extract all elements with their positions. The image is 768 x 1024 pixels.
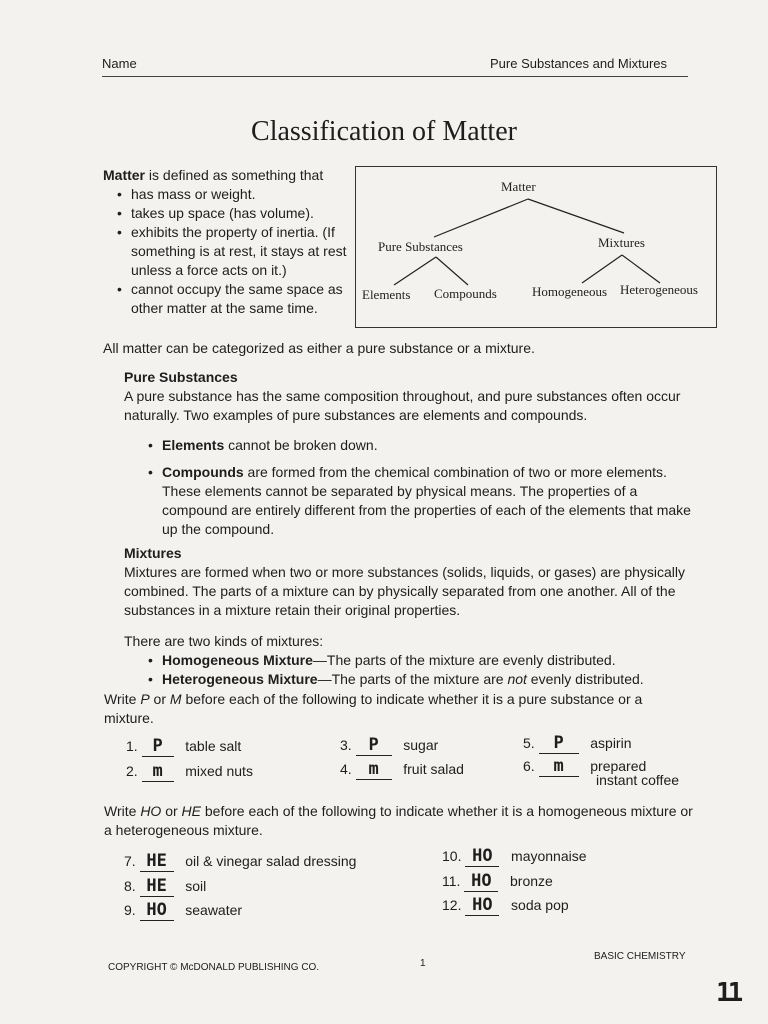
tree-mixtures: Mixtures [598, 235, 645, 250]
answer-field[interactable]: m [142, 761, 174, 782]
intro-summary: All matter can be categorized as either a pure substance or a mixture. [103, 340, 535, 356]
answer-field[interactable]: m [539, 756, 579, 777]
classification-diagram [355, 166, 717, 328]
intro-block [103, 166, 353, 318]
answer-field[interactable]: HO [140, 900, 174, 921]
tree-compounds: Compounds [434, 286, 497, 301]
name-line [102, 76, 688, 77]
copyright: COPYRIGHT © McDONALD PUBLISHING CO. [108, 962, 320, 973]
book-title: BASIC CHEMISTRY [594, 951, 686, 962]
answer-field[interactable]: P [539, 733, 579, 754]
exercise-item: 6. m prepared [523, 756, 647, 776]
exercise-item: 7. HE oil & vinegar salad dressing [124, 851, 357, 871]
tree-root: Matter [501, 179, 536, 194]
tree-elements: Elements [362, 287, 411, 302]
list-item: • has mass or weight. [115, 185, 353, 204]
tree-pure-substances: Pure Substances [378, 239, 463, 254]
exercise-item: 8. HE soil [124, 876, 207, 896]
exercise-item: 11. HO bronze [442, 871, 553, 891]
matter-definition: Matter is defined as something that [103, 167, 324, 183]
answer-field[interactable]: m [356, 759, 392, 780]
list-item: • Heterogeneous Mixture—The parts of the mixture are not evenly distributed. [146, 670, 694, 689]
page-title: Classification of Matter [251, 116, 517, 147]
list-item: • Homogeneous Mixture—The parts of the mixture are evenly distributed. [146, 651, 694, 670]
header-topic: Pure Substances and Mixtures [490, 56, 668, 71]
list-item: • Elements cannot be broken down. [146, 436, 704, 455]
answer-field[interactable]: HE [140, 876, 174, 897]
pure-section [124, 368, 704, 539]
exercise-item: 3. P sugar [340, 735, 439, 755]
exercise-1-instructions: Write P or M before each of the following to indicate whether it is a pure substance or a mixture. [104, 691, 643, 726]
pure-heading: Pure Substances [124, 369, 238, 385]
mixtures-kinds-intro: There are two kinds of mixtures: [124, 633, 324, 649]
exercise-item: 10. HO mayonnaise [442, 846, 587, 866]
list-item: • exhibits the property of inertia. (If something is at rest, it stays at rest unless a force acts on it.) [115, 223, 353, 280]
exercise-item: 9. HO seawater [124, 900, 243, 920]
mixtures-text: Mixtures are formed when two or more substances (solids, liquids, or gases) are physically combined. The parts of a mixture can by physically separated from one another. All of the substances in a mixture retain their original properties. [124, 564, 686, 618]
exercise-item: 4. m fruit salad [340, 759, 464, 779]
answer-field[interactable]: P [356, 735, 392, 756]
exercise-item: 1. P table salt [126, 736, 242, 756]
mixtures-section [124, 544, 694, 689]
mixtures-heading: Mixtures [124, 545, 182, 561]
answer-field[interactable]: HO [465, 895, 499, 916]
list-item: • Compounds are formed from the chemical combination of two or more elements. These elements cannot be separated by physical means. The properties of a compound are entirely different from the properties of each of the elements that make up the compound. [146, 463, 704, 539]
exercise-item: 5. P aspirin [523, 733, 632, 753]
answer-field[interactable]: P [142, 736, 174, 757]
list-item: • cannot occupy the same space as other matter at the same time. [115, 280, 353, 318]
pure-text: A pure substance has the same composition throughout, and pure substances often occur naturally. Two examples of pure substances are elements and compounds. [124, 388, 681, 423]
exercise-item: 12. HO soda pop [442, 895, 569, 915]
answer-field[interactable]: HO [464, 871, 498, 892]
page-number: 1 [420, 958, 426, 969]
tree-heterogeneous: Heterogeneous [620, 282, 698, 297]
tree-homogeneous: Homogeneous [532, 284, 608, 299]
handwritten-mark: 11 [716, 978, 740, 1008]
exercise-2-instructions: Write HO or HE before each of the following to indicate whether it is a homogeneous mixture or a heterogeneous mixture. [104, 803, 693, 838]
answer-field[interactable]: HE [140, 851, 174, 872]
name-label: Name [102, 56, 137, 71]
exercise-item: 2. m mixed nuts [126, 761, 253, 781]
exercise-item-continued: instant coffee [596, 772, 680, 788]
list-item: • takes up space (has volume). [115, 204, 353, 223]
answer-field[interactable]: HO [465, 846, 499, 867]
